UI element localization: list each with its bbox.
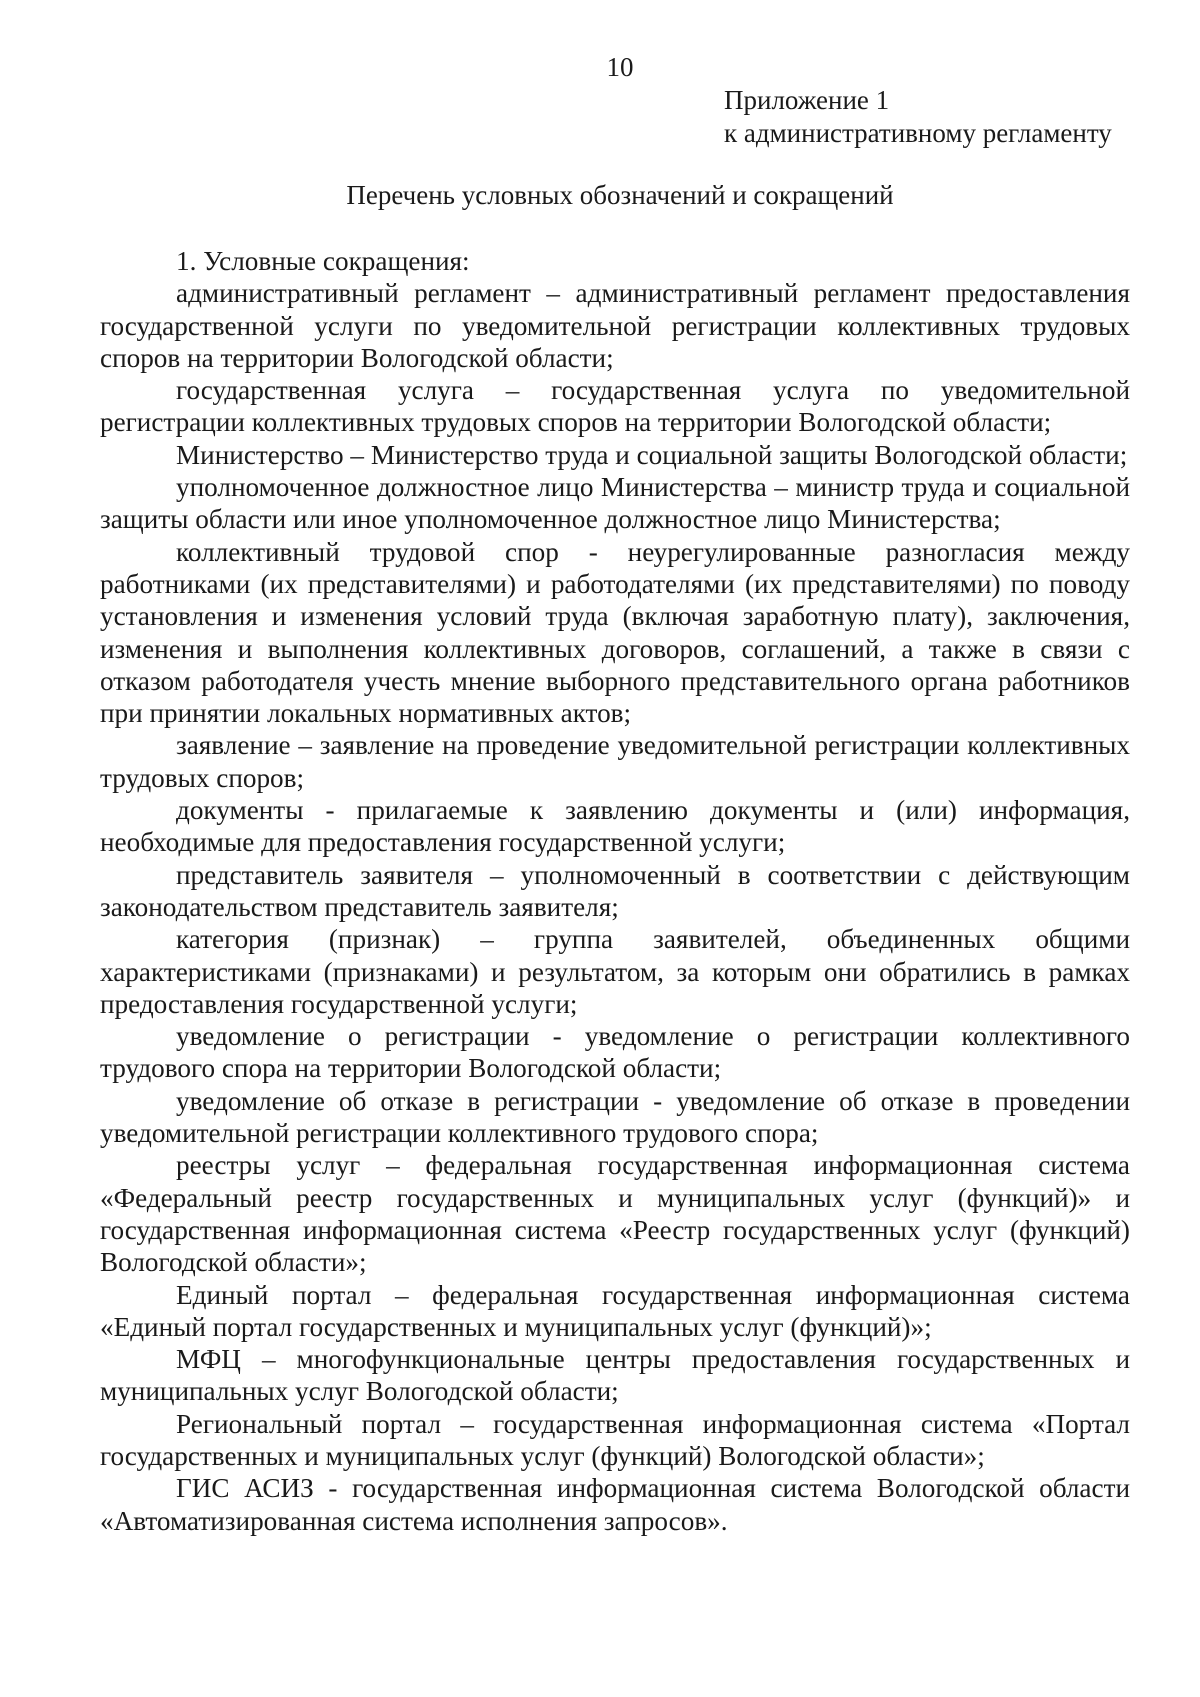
definition-regional-portal: Региональный портал – государственная информационная система «Портал государственных и муниципальных услуг (функций) Вологодской области»; — [100, 1408, 1130, 1471]
document-body — [100, 245, 1130, 1537]
definition-category: категория (признак) – группа заявителей, объединенных общими характеристиками (признаками) и результатом, за которым они обратились в рамках предоставления государственной услуги; — [100, 924, 1130, 1019]
appendix-line-2: к административному регламенту — [724, 118, 1112, 148]
definition-refusal-notice: уведомление об отказе в регистрации - уведомление об отказе в проведении уведомительной регистрации коллективного трудового спора; — [100, 1085, 1130, 1149]
section-heading: 1. Условные сокращения: — [176, 246, 470, 276]
definition-mfc: МФЦ – многофункциональные центры предоставления государственных и муниципальных услуг Вологодской области; — [100, 1344, 1130, 1407]
appendix-note — [724, 84, 1112, 150]
page-number: 10 — [606, 52, 634, 82]
definition-registration-notice: уведомление о регистрации - уведомление о регистрации коллективного трудового спора на территории Вологодской области; — [100, 1021, 1130, 1084]
definition-ministry: Министерство – Министерство труда и социальной защиты Вологодской области; — [176, 439, 1128, 470]
definition-administrative-regulation: административный регламент – административный регламент предоставления государственной услуги по уведомительной регистрации коллективных трудовых споров на территории Вологодской области; — [100, 278, 1130, 373]
definition-application: заявление – заявление на проведение уведомительной регистрации коллективных трудовых споров; — [100, 730, 1130, 793]
definition-authorized-official: уполномоченное должностное лицо Министерства – министр труда и социальной защиты области или иное уполномоченное должностное лицо Министерства; — [100, 472, 1130, 535]
appendix-line-1: Приложение 1 — [724, 85, 890, 115]
definition-gis-asiz: ГИС АСИЗ - государственная информационная система Вологодской области «Автоматизированная система исполнения запросов». — [100, 1473, 1130, 1536]
definition-applicant-representative: представитель заявителя – уполномоченный в соответствии с действующим законодательством представитель заявителя; — [100, 859, 1130, 922]
definition-unified-portal: Единый портал – федеральная государственная информационная система «Единый портал государственных и муниципальных услуг (функций)»; — [100, 1279, 1130, 1342]
definition-collective-labor-dispute: коллективный трудовой спор - неурегулированные разногласия между работниками (их представителями) и работодателями (их представителями) по поводу установления и изменения условий труда (включая заработную плату), заключения, изменения и выполнения коллективных договоров, соглашений, а также в связи с отказом работодателя учесть мнение выборного представительного органа работников при принятии локальных нормативных актов; — [100, 536, 1130, 729]
definition-documents: документы - прилагаемые к заявлению документы и (или) информация, необходимые для предоставления государственной услуги; — [100, 795, 1130, 858]
definition-service-registries: реестры услуг – федеральная государственная информационная система «Федеральный реестр государственных и муниципальных услуг (функций)» и государственная информационная система «Реестр государственных услуг (функций) Вологодской области»; — [100, 1150, 1130, 1278]
document-title: Перечень условных обозначений и сокращений — [346, 180, 894, 210]
definition-state-service: государственная услуга – государственная услуга по уведомительной регистрации коллективных трудовых споров на территории Вологодской области; — [100, 375, 1130, 438]
